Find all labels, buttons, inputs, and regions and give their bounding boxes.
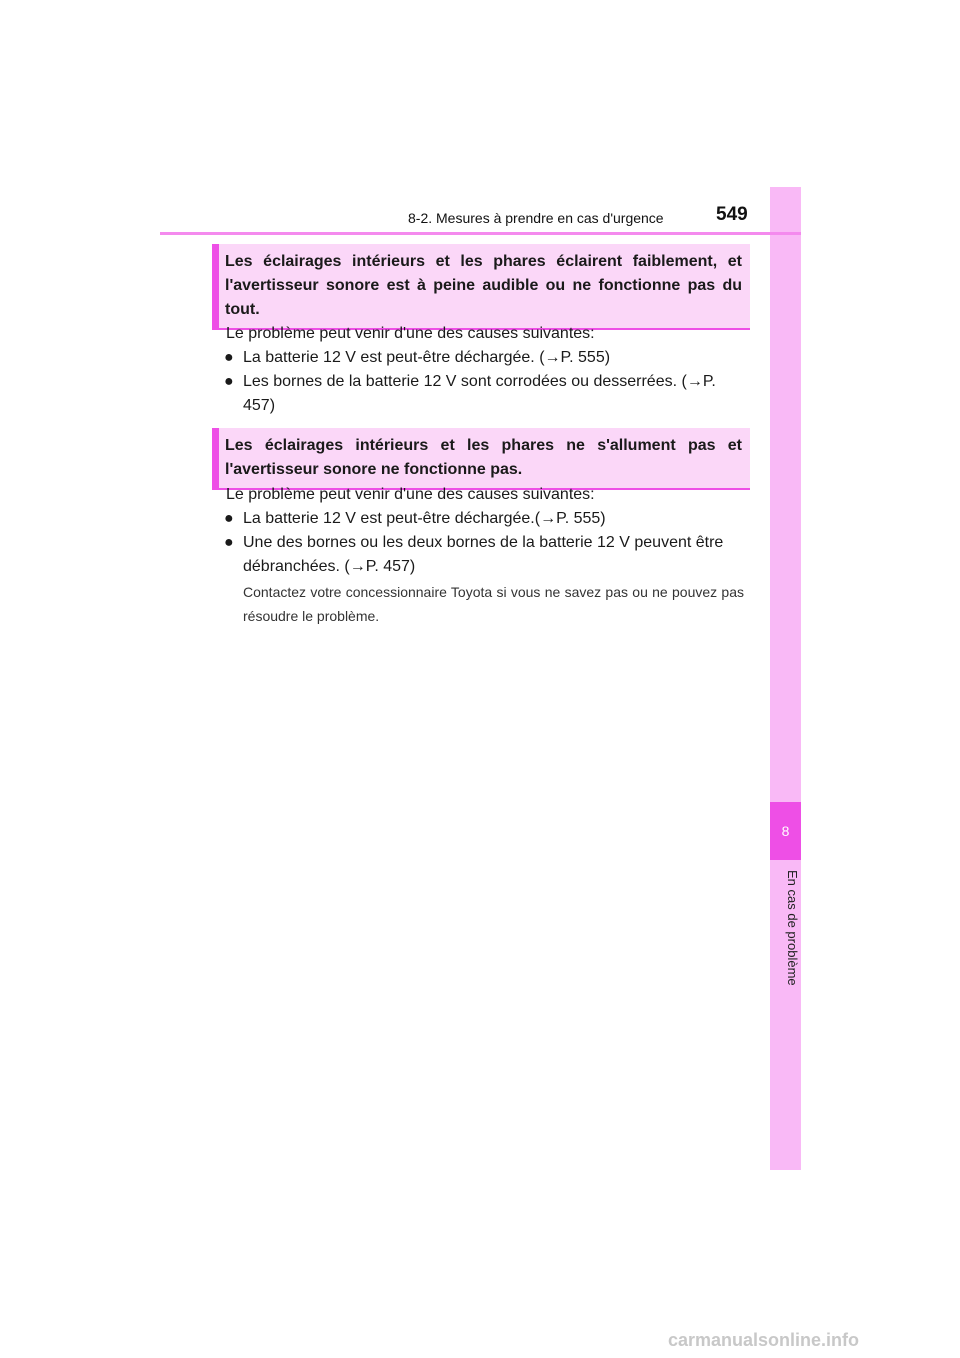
note-text: Contactez votre concessionnaire Toyota si vous ne savez pas ou ne pouvez pas résoudre le problème. — [243, 584, 744, 624]
list-item-text: La batterie 12 V est peut-être déchargée. (→P. 555) — [243, 349, 611, 366]
section-intro-2: Le problème peut venir d'une des causes suivantes: — [226, 486, 595, 503]
list-item-text: La batterie 12 V est peut-être déchargée.(→P. 555) — [243, 510, 606, 527]
chapter-label: En cas de problème — [785, 870, 800, 986]
bullet-icon: ● — [224, 534, 234, 551]
page-number: 549 — [716, 204, 748, 225]
list-item — [224, 370, 750, 418]
section-heading-1: Les éclairages intérieurs et les phares éclairent faiblement, et l'avertisseur sonore est à peine audible ou ne fonctionne pas du tout. — [212, 244, 750, 330]
bullet-icon: ● — [224, 510, 234, 527]
list-item — [224, 531, 750, 579]
section-title: 8-2. Mesures à prendre en cas d'urgence — [408, 210, 664, 226]
list-item — [224, 346, 750, 370]
chapter-number: 8 — [781, 823, 790, 839]
bullet-icon: ● — [224, 349, 234, 366]
section-heading-2: Les éclairages intérieurs et les phares ne s'allument pas et l'avertisseur sonore ne fonctionne pas. — [212, 428, 750, 490]
watermark: carmanualsonline.info — [668, 1330, 860, 1350]
list-item-text: Une des bornes ou les deux bornes de la batterie 12 V peuvent être débranchées. (→P. 457) — [243, 534, 724, 575]
list-item — [224, 507, 750, 531]
bullet-icon: ● — [224, 373, 234, 390]
chapter-number-badge — [770, 802, 801, 860]
section-intro-1: Le problème peut venir d'une des causes suivantes: — [226, 325, 595, 342]
header-rule — [160, 232, 801, 235]
list-item-text: Les bornes de la batterie 12 V sont corrodées ou desserrées. (→P. 457) — [243, 373, 716, 414]
